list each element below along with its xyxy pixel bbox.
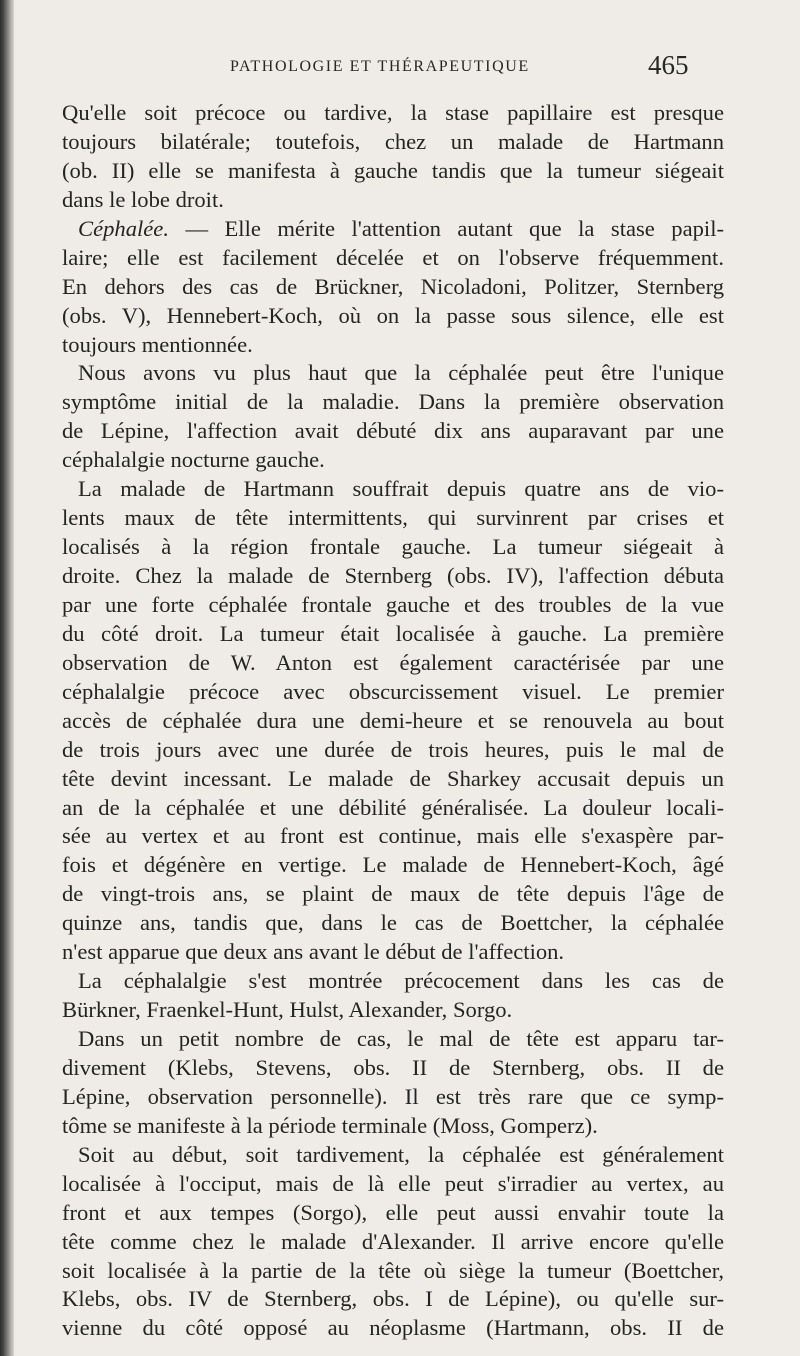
text-line: quinze ans, tandis que, dans le cas de Boettcher, la céphalée <box>62 910 724 936</box>
text-line: de Lépine, l'affection avait débuté dix ans auparavant par une <box>62 418 724 444</box>
text-line: céphalalgie nocturne gauche. <box>62 447 325 473</box>
text-line: par une forte céphalée frontale gauche et des troubles de la vue <box>62 591 724 617</box>
body-text <box>62 99 724 1343</box>
text-line: an de la céphalée et une débilité généralisée. La douleur locali- <box>62 794 724 820</box>
text-line: tôme se manifeste à la période terminale (Moss, Gomperz). <box>62 1112 598 1138</box>
text-line: de trois jours avec une durée de trois heures, puis le mal de <box>62 736 724 762</box>
text-line: de vingt-trois ans, se plaint de maux de tête depuis l'âge de <box>62 881 724 907</box>
page-number: 465 <box>648 50 689 80</box>
text-line: La céphalalgie s'est montrée précocement dans les cas de <box>78 968 724 994</box>
text-line: droite. Chez la malade de Sternberg (obs. IV), l'affection débuta <box>62 563 724 588</box>
text-line: Qu'elle soit précoce ou tardive, la stase papillaire est presque <box>62 100 724 125</box>
section-line <box>62 215 724 244</box>
text-line: (ob. II) elle se manifesta à gauche tandis que la tumeur siégeait <box>62 157 724 183</box>
book-binding-shadow <box>0 0 14 1356</box>
text-line: localisée à l'occiput, mais de là elle peut s'irradier au vertex, au <box>62 1170 724 1196</box>
text-line: Lépine, observation personnelle). Il est très rare que ce symp- <box>62 1083 724 1109</box>
text-line: front et aux tempes (Sorgo), elle peut aussi envahir toute la <box>62 1199 724 1225</box>
text-line: sée au vertex et au front est continue, mais elle s'exaspère par- <box>62 823 724 849</box>
text-line: accès de céphalée dura une demi-heure et se renouvela au bout <box>62 707 724 733</box>
text-line: n'est apparue que deux ans avant le début de l'affection. <box>62 939 565 965</box>
text-line: observation de W. Anton est également caractérisée par une <box>62 649 724 675</box>
text-line: toujours mentionnée. <box>62 331 253 357</box>
text-line: Soit au début, soit tardivement, la céphalée est généralement <box>78 1141 724 1167</box>
text-line: dans le lobe droit. <box>62 186 224 212</box>
text-line: symptôme initial de la maladie. Dans la première observation <box>62 389 724 415</box>
text-line: divement (Klebs, Stevens, obs. II de Sternberg, obs. II de <box>62 1054 724 1080</box>
text-line: (obs. V), Hennebert-Koch, où on la passe sous silence, elle est <box>62 302 724 328</box>
running-title: PATHOLOGIE ET THÉRAPEUTIQUE <box>230 58 530 75</box>
text-line: soit localisée à la partie de la tête où siège la tumeur (Boettcher, <box>62 1257 724 1283</box>
book-page <box>14 0 800 1356</box>
text-line: fois et dégénère en vertige. Le malade de Hennebert-Koch, âgé <box>62 852 724 878</box>
section-heading: Céphalée. <box>78 215 169 241</box>
text-line: tête devint incessant. Le malade de Sharkey accusait depuis un <box>62 765 724 791</box>
text-line: laire; elle est facilement décelée et on l'observe fréquemment. <box>62 244 724 270</box>
text-line: Dans un petit nombre de cas, le mal de tête est apparu tar- <box>78 1026 724 1051</box>
text-line: lents maux de tête intermittents, qui survinrent par crises et <box>62 505 724 531</box>
text-line: En dehors des cas de Brückner, Nicoladoni, Politzer, Sternberg <box>62 273 724 299</box>
text-line: Klebs, obs. IV de Sternberg, obs. I de Lépine), ou qu'elle sur- <box>62 1286 724 1312</box>
text-line: du côté droit. La tumeur était localisée à gauche. La première <box>62 620 724 646</box>
text-line: céphalalgie précoce avec obscurcissement visuel. Le premier <box>62 678 724 704</box>
text-line: toujours bilatérale; toutefois, chez un malade de Hartmann <box>62 128 724 154</box>
text-line: localisés à la région frontale gauche. La tumeur siégeait à <box>62 534 724 560</box>
text-line: Bürkner, Fraenkel-Hunt, Hulst, Alexander, Sorgo. <box>62 997 513 1023</box>
running-header <box>14 50 800 90</box>
text-line: Nous avons vu plus haut que la céphalée peut être l'unique <box>78 360 724 386</box>
text-line: — Elle mérite l'attention autant que la stase papil- <box>185 215 724 241</box>
text-line: La malade de Hartmann souffrait depuis quatre ans de vio- <box>78 476 724 502</box>
text-line: tête comme chez le malade d'Alexander. Il arrive encore qu'elle <box>62 1228 724 1254</box>
text-line: vienne du côté opposé au néoplasme (Hartmann, obs. II de <box>62 1315 724 1341</box>
